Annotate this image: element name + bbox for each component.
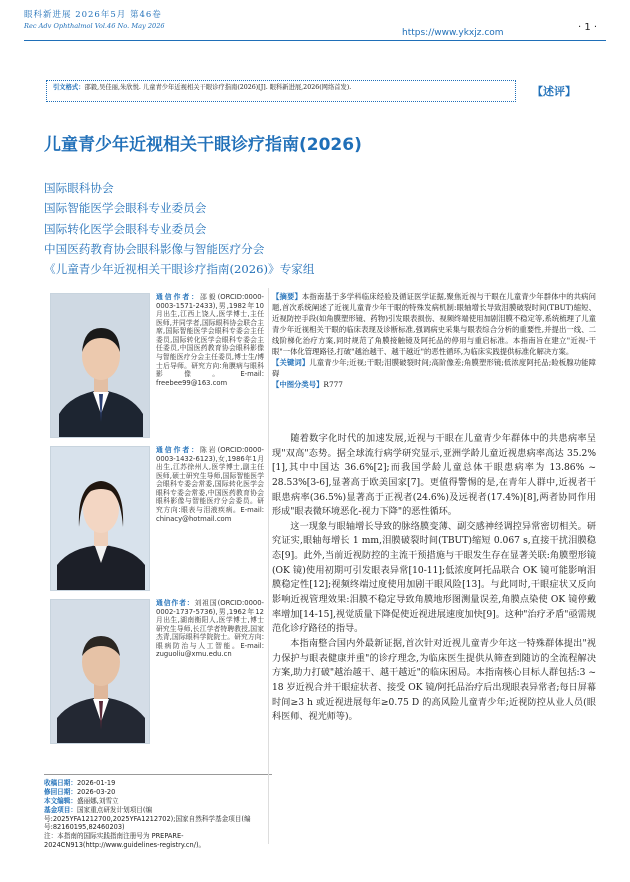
classification-label: 【中图分类号】: [272, 380, 324, 390]
bio-label: 通信作者：: [156, 293, 200, 301]
received-date: 2026-01-19: [76, 779, 116, 787]
column-divider: [268, 288, 269, 844]
author-list: [44, 178, 314, 279]
body-text: [272, 432, 596, 725]
abstract-text: 本指南基于多学科临床经验及循证医学证据,聚焦近视与干眼在儿童青少年群体中的共病问题,首次系统阐述了近视儿童青少年干眼的特殊发病机制:眼轴增长导致泪膜破裂时间(TBUT)缩短、近视防控手段(如角膜塑形镜、药物)引发眼表损伤、视频终端使用加剧泪膜不稳定等,系统梳理了儿童青少年近视相关干眼的临床表现及诊断标准,强调病史采集与眼表综合分析的重要性,并提出一线、二线阶梯化治疗方案,同时规范了角膜接触镜及阿托品的停用与重启标准。本指南旨在建立"近视-干眼"一体化管理路径,打破"越治越干、越干越近"的恶性循环,为临床实践提供标准化解决方案。: [272, 292, 596, 357]
author-org: 国际眼科协会: [44, 181, 114, 195]
author-org: 《儿童青少年近视相关干眼诊疗指南(2026)》专家组: [44, 262, 315, 277]
bio-label: 通信作者：: [156, 446, 200, 454]
portrait-photo-icon: [50, 293, 150, 438]
journal-name-en: Rec Adv Ophthalmol Vol.46 No. May 2026: [24, 22, 165, 30]
revised-date: 2026-03-20: [76, 787, 116, 796]
header-rule: [24, 40, 606, 41]
bio-text: 陈岩(ORCID:0000-0003-1432-6123),女,1986年1月出生,江苏徐州人,医学博士,副主任医师,硕士研究生导师,国际智能医学会眼科专委会常委,国际转化医学会眼科专委会常委,中国医药教育协会眼科影像与智能医疗分会委员。研究方向:眼表与泪液疾病。E-mail: chinacy@hotmail.com: [156, 446, 264, 523]
citation-label: 引文格式：: [53, 84, 85, 91]
body-paragraph: 随着数字化时代的加速发展,近视与干眼在儿童青少年群体中的共患病率呈现"双高"态势。据全球流行病学研究显示,亚洲学龄儿童近视患病率高达 35.2%[1],其中中国达 36.6%[2];而我国学龄儿童总体干眼患病率为 13.86% ~ 28.53%[3-6],显著高于欧美国家[7]。更值得警惕的是,在青年人群中,近视者干眼患病率(36.5%)显著高于正视者(24.6%)及远视者(17.4%)[8],两者协同作用形成"眼表微环境恶化-视力下降"的恶性循环。: [272, 434, 596, 518]
bio-text: 邵毅(ORCID:0000-0003-1571-2433),男,1982年10月出生,江西上饶人,医学博士,主任医师,并同学者,国际眼科协会联合主席,国际智能医学会眼科专委会主任委员,国际转化医学会眼科专委会主任委员,中国医药教育协会眼科影像与智能医疗分会主任委员,博士生/博士后导师。研究方向:角膜病与眼科影像。E-mail: freebee99@163.com: [156, 293, 264, 387]
citation-box: [46, 80, 516, 102]
page-number: · 1 ·: [578, 22, 598, 33]
body-paragraph: 这一现象与眼轴增长导致的脉络膜变薄、副交感神经调控异常密切相关。研究证实,眼轴每增长 1 mm,泪膜破裂时间(TBUT)缩短 0.067 s,直接干扰泪膜稳态[9]。此外,当前近视防控的主流干预措施与干眼发生存在显著关联:角膜塑形镜(OK 镜)使用初期可引发眼表异常[10-11];低浓度阿托品联合 OK 镜可能影响泪膜稳定性[12];视频终端过度使用加剧干眼风险[13]。与此同时,干眼症状又反向影响近视管理效果:泪膜不稳定导致角膜地形图测量误差,角膜点染使 OK 镜停戴率增加[14-15],视觉质量下降促使近视进展速度加快[9]。这种"治疗矛盾"亟需规范化诊疗路径的指导。: [272, 521, 596, 635]
fund-text: 国家重点研发计划项目(编号:2025YFA1212700,2025YFA1212702);国家自然科学基金项目(编号:82160195,82460203): [44, 805, 251, 832]
abstract-section: [272, 291, 596, 390]
classification-code: R777: [323, 380, 343, 390]
author-org: 国际智能医学会眼科专业委员会: [44, 201, 207, 216]
portrait-photo-icon: [50, 599, 150, 744]
portrait-photo-icon: [50, 446, 150, 591]
author-org: 中国医药教育协会眼科影像与智能医疗分会: [44, 241, 265, 256]
journal-url[interactable]: https://www.ykxjz.com: [402, 28, 504, 38]
revised-label: 修回日期：: [44, 787, 77, 796]
registry-note: 注：本指南的国际实践指南注册号为 PREPARE-2024CN913(http://www.guidelines-registry.cn/)。: [44, 832, 206, 850]
keywords-text: 儿童青少年;近视;干眼;泪膜破裂时间;高阶像差;角膜塑形镜;低浓度阿托品;睑板腺功能障碍: [272, 358, 596, 379]
corresponding-author-bio: [156, 599, 264, 659]
running-header: [24, 8, 344, 30]
keywords-label: 【关键词】: [272, 358, 310, 368]
abstract-label: 【摘要】: [272, 292, 302, 301]
receipt-info: [44, 774, 272, 850]
corresponding-author-bio: [156, 293, 264, 387]
fund-label: 基金项目：: [44, 805, 77, 814]
body-paragraph: 本指南整合国内外最新证据,首次针对近视儿童青少年这一特殊群体提出"视力保护与眼表健康并重"的诊疗理念,为临床医生提供从筛查到随访的全流程解决方案,助力打破"越治越干、越干越近"的临床困局。本指南核心目标人群包括:3 ~ 18 岁近视合并干眼症状者、接受 OK 镜/阿托品治疗后出现眼表异常者;每日屏幕时间≥3 h 或近视进展每年≥0.75 D 的高风险儿童青少年;近视防控从业人员(眼科医师、视光师等)。: [272, 638, 596, 723]
article-type-tag: 【述评】: [532, 85, 576, 98]
journal-name: 眼科新进展 2026年5月 第46卷: [24, 10, 162, 20]
received-label: 收稿日期：: [44, 779, 77, 787]
editor-names: 盛丽娜,刘雪立: [76, 796, 119, 805]
editor-label: 本文编辑：: [44, 796, 77, 805]
author-org: 国际转化医学会眼科专业委员会: [44, 221, 207, 236]
bio-text: 刘祖国(ORCID:0000-0002-1737-5736),男,1962年12月出生,湖南衡阳人,医学博士,博士研究生导师,长江学者特聘教授,国家杰青,国际眼科学院院士。研究方向:眼病防治与人工智能。E-mail: zuguoliu@xmu.edu.cn: [156, 599, 265, 659]
bio-label: 通信作者：: [156, 599, 195, 607]
article-title: 儿童青少年近视相关干眼诊疗指南(2026): [44, 135, 362, 155]
corresponding-author-bio: [156, 446, 264, 523]
citation-text: 邵毅,吴佳丽,朱欣悦. 儿童青少年近视相关干眼诊疗指南(2026)[J]. 眼科新进展,2026(网络首发).: [84, 84, 352, 91]
